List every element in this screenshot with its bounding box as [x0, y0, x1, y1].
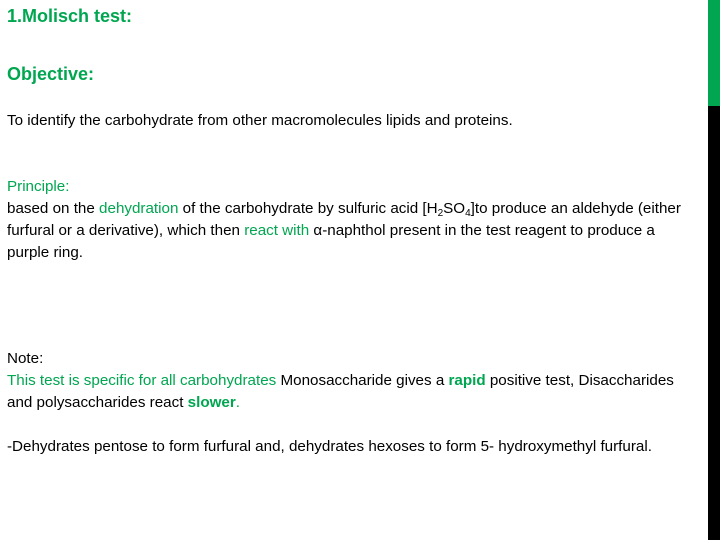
- objective-text: To identify the carbohydrate from other macromolecules lipids and proteins.: [7, 112, 513, 129]
- note-heading: Note:: [7, 350, 44, 367]
- note-part2: positive test, Disaccharides and polysaccharides react: [7, 372, 674, 411]
- note-line2: -Dehydrates pentose to form furfural and, dehydrates hexoses to form 5- hydroxymethyl furfural.: [7, 438, 652, 455]
- note-part1: Monosaccharide gives a: [276, 372, 449, 389]
- note-period: .: [235, 394, 241, 411]
- note-text: [7, 370, 701, 414]
- note-highlight: This test is specific for all carbohydrates: [7, 372, 277, 389]
- objective-heading: Objective:: [7, 64, 95, 84]
- principle-highlight-dehydration: dehydration: [99, 200, 179, 217]
- principle-part2: of the carbohydrate by sulfuric acid [H: [178, 200, 438, 217]
- side-bar-accent: [708, 0, 720, 106]
- principle-text: [7, 198, 701, 264]
- principle-part1: based on the: [7, 200, 100, 217]
- page-title: 1.Molisch test:: [7, 6, 133, 26]
- principle-part3: SO: [443, 200, 466, 217]
- principle-sub1: 2: [437, 208, 444, 219]
- principle-sub2: 4: [465, 208, 471, 219]
- note-emph-slower: slower: [187, 394, 236, 411]
- note-emph-rapid: rapid: [448, 372, 486, 389]
- principle-part5: α-naphthol present in the test reagent to produce a purple ring.: [7, 222, 655, 261]
- principle-highlight-react: react with: [244, 222, 310, 239]
- principle-heading: Principle:: [7, 178, 70, 195]
- principle-part4: ]to produce an aldehyde (either furfural or a derivative), which then: [7, 200, 681, 239]
